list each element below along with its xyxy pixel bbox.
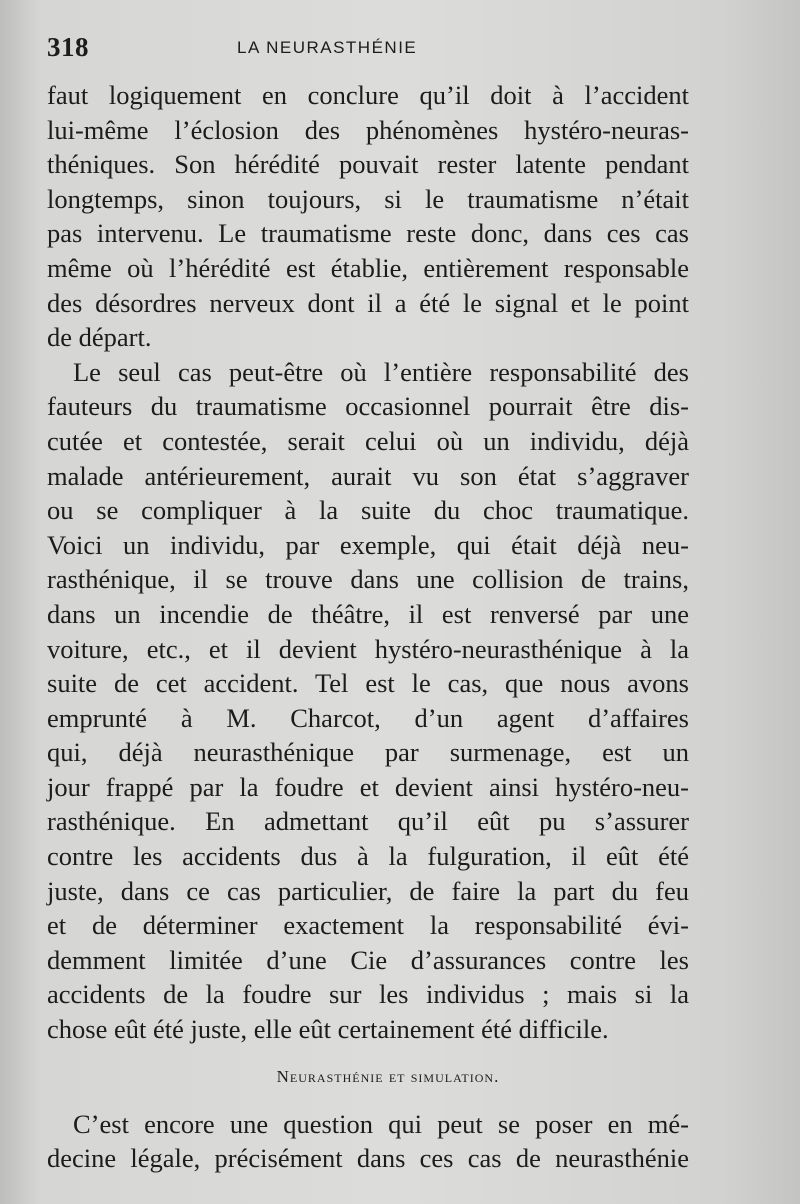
running-head: LA NEURASTHÉNIE [237,38,418,57]
text-line: longtemps, sinon toujours, si le traumatisme n’était [47,183,689,214]
text-line: emprunté à M. Charcot, d’un agent d’affaires [47,702,689,733]
text-line: pas intervenu. Le traumatisme reste donc, dans ces cas [47,218,689,249]
text-line: cutée et contestée, serait celui où un individu, déjà [47,425,689,456]
page-number: 318 [47,32,89,62]
text-line: lui-même l’éclosion des phénomènes hystéro-neuras- [47,114,689,145]
text-line: juste, dans ce cas particulier, de faire la part du feu [47,875,689,906]
text-line: ou se compliquer à la suite du choc traumatique. [47,495,689,526]
section-heading: Neurasthénie et simulation. [276,1066,500,1086]
body-text [47,78,689,1176]
text-line: théniques. Son hérédité pouvait rester latente pendant [47,149,689,180]
text-line: demment limitée d’une Cie d’assurances contre les [47,944,689,975]
text-line: accidents de la foudre sur les individus ; mais si la [47,979,689,1010]
paragraph-2 [47,355,689,1047]
text-line: voiture, etc., et il devient hystéro-neurasthénique à la [47,633,689,664]
text-line: fauteurs du traumatisme occasionnel pourrait être dis- [47,391,689,422]
text-line: des désordres nerveux dont il a été le signal et le point [47,287,689,318]
text-line: même où l’hérédité est établie, entièrement responsable [47,252,689,283]
text-line: qui, déjà neurasthénique par surmenage, est un [47,737,689,768]
text-line: dans un incendie de théâtre, il est renversé par une [47,598,689,629]
text-line: et de déterminer exactement la responsabilité évi- [47,910,689,941]
paragraph-1 [47,78,689,355]
text-line: decine légale, précisément dans ces cas de neurasthénie [47,1143,689,1174]
paragraph-3 [47,1107,689,1176]
text-line: chose eût été juste, elle eût certainement été difficile. [47,1014,609,1045]
text-line: malade antérieurement, aurait vu son état s’aggraver [47,460,689,491]
text-line: C’est encore une question qui peut se poser en mé- [73,1108,689,1139]
text-line: Le seul cas peut-être où l’entière responsabilité des [73,356,689,387]
text-line: de départ. [47,322,152,353]
text-line: rasthénique. En admettant qu’il eût pu s’assurer [47,806,689,837]
text-line: jour frappé par la foudre et devient ainsi hystéro-neu- [47,771,689,802]
text-line: rasthénique, il se trouve dans une collision de trains, [47,564,689,595]
text-line: faut logiquement en conclure qu’il doit à l’accident [47,80,689,110]
text-line: contre les accidents dus à la fulguration, il eût été [47,841,689,872]
page-header [47,30,687,70]
text-line: suite de cet accident. Tel est le cas, que nous avons [47,668,689,699]
text-line: Voici un individu, par exemple, qui était déjà neu- [47,529,689,560]
